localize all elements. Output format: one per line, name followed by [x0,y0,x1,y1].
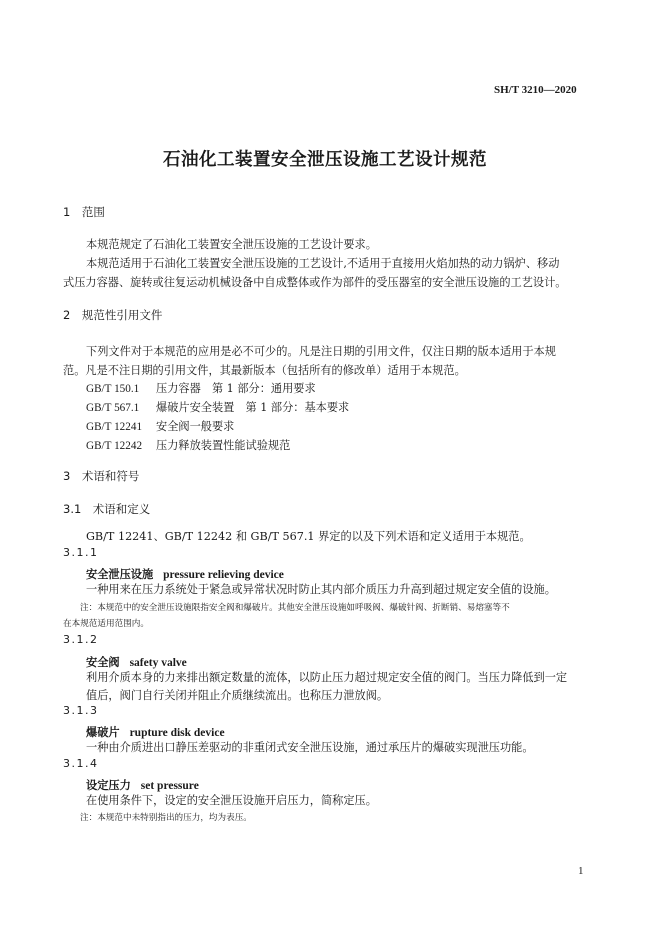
reference-name: 爆破片安全装置 第 1 部分：基本要求 [156,401,350,414]
term-definition: 在使用条件下，设定的安全泄压设施开启压力，简称定压。 [86,794,377,807]
term-english: rupture disk device [129,727,225,739]
term-chinese: 安全阀 [86,655,120,669]
term-note-line-1: 注：本规范中的安全泄压设施限指安全阀和爆破片。其他安全泄压设施如呼吸阀、爆破针阀、折断销、易熔塞等不 [80,603,510,613]
term-number: 3.1.3 [63,704,99,717]
term-heading [86,563,284,582]
reference-item [86,437,290,453]
term-number: 3.1.1 [63,546,99,559]
reference-name: 安全阀一般要求 [156,420,235,433]
term-note-line-2: 在本规范适用范围内。 [63,619,149,629]
section-2-heading: 2 规范性引用文件 [63,308,163,322]
term-english: safety valve [129,657,187,669]
reference-item [86,399,349,415]
term-definition-line-1: 利用介质本身的力来排出额定数量的流体，以防止压力超过规定安全值的阀门。当压力降低到一定 [86,671,568,684]
reference-item [86,418,234,434]
section-1-heading: 1 范围 [63,205,105,219]
section-3-1-intro: GB/T 12241、GB/T 12242 和 GB/T 567.1 界定的以及下列术语和定义适用于本规范。 [86,530,531,543]
reference-name: 压力释放装置性能试验规范 [156,439,291,452]
section-2-paragraph-line-2: 范。凡是不注日期的引用文件，其最新版本（包括所有的修改单）适用于本规范。 [63,364,466,377]
term-heading [86,651,187,670]
reference-name: 压力容器 第 1 部分：通用要求 [156,382,316,395]
document-title: 石油化工装置安全泄压设施工艺设计规范 [163,150,487,170]
section-1-paragraph-2-line-1: 本规范适用于石油化工装置安全泄压设施的工艺设计,不适用于直接用火焰加热的动力锅炉、移动 [86,257,560,270]
term-english: set pressure [140,780,199,792]
term-english: pressure relieving device [163,569,284,581]
term-heading [86,774,199,793]
standard-number: SH/T 3210—2020 [494,84,577,96]
term-heading [86,721,225,740]
section-2-paragraph-line-1: 下列文件对于本规范的应用是必不可少的。凡是注日期的引用文件，仅注日期的版本适用于本规 [86,345,556,358]
term-chinese: 爆破片 [86,725,120,739]
term-number: 3.1.4 [63,757,99,770]
section-1-paragraph-1: 本规范规定了石油化工装置安全泄压设施的工艺设计要求。 [86,238,377,251]
section-3-1-heading: 3.1 术语和定义 [63,502,151,516]
term-note: 注：本规范中未特别指出的压力，均为表压。 [80,813,252,823]
section-1-paragraph-2-line-2: 式压力容器、旋转或往复运动机械设备中自成整体或作为部件的受压器室的安全泄压设施的工艺设计。 [63,276,567,289]
reference-code: GB/T 150.1 [86,383,140,395]
reference-item [86,380,316,396]
reference-code: GB/T 12241 [86,421,143,433]
term-definition: 一种用来在压力系统处于紧急或异常状况时防止其内部介质压力升高到超过规定安全值的设施。 [86,583,556,596]
reference-code: GB/T 567.1 [86,402,140,414]
term-chinese: 安全泄压设施 [86,567,154,581]
section-3-heading: 3 术语和符号 [63,469,140,483]
reference-code: GB/T 12242 [86,440,143,452]
term-definition: 一种由介质进出口静压差驱动的非重闭式安全泄压设施，通过承压片的爆破实现泄压功能。 [86,741,534,754]
page-number: 1 [578,865,584,877]
term-number: 3.1.2 [63,633,99,646]
term-chinese: 设定压力 [86,778,131,792]
term-definition-line-2: 值后，阀门自行关闭并阻止介质继续流出。也称压力泄放阀。 [86,689,389,702]
